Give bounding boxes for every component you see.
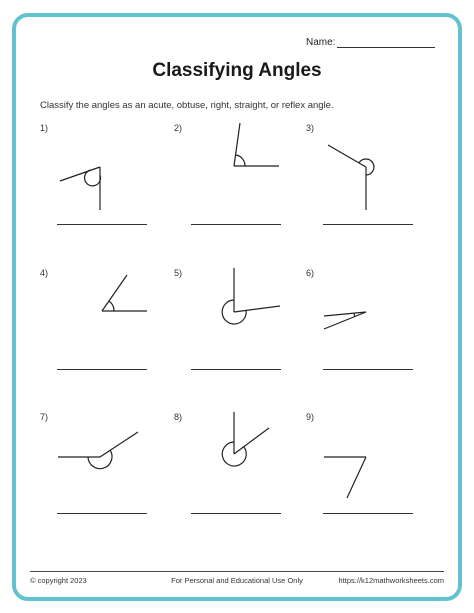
problem-number: 4)	[40, 268, 49, 278]
acute-angle-diagram	[40, 268, 150, 378]
problem-number: 3)	[306, 123, 315, 133]
answer-line[interactable]	[57, 513, 147, 514]
reflex-angle-diagram	[40, 123, 150, 233]
problem-number: 1)	[40, 123, 49, 133]
name-field[interactable]	[306, 37, 435, 48]
answer-line[interactable]	[191, 224, 281, 225]
footer-website-link[interactable]: https://k12mathworksheets.com	[338, 576, 444, 585]
problem-number: 2)	[174, 123, 183, 133]
problem-number: 6)	[306, 268, 315, 278]
footer-usage: For Personal and Educational Use Only	[171, 576, 303, 585]
problem-8	[174, 412, 284, 522]
footer-divider	[30, 571, 444, 572]
answer-line[interactable]	[323, 369, 413, 370]
answer-line[interactable]	[323, 224, 413, 225]
answer-line[interactable]	[57, 369, 147, 370]
problem-number: 8)	[174, 412, 183, 422]
acute-angle-diagram	[306, 412, 416, 522]
acute-angle-diagram	[306, 268, 416, 378]
problem-1	[40, 123, 150, 233]
problem-9	[306, 412, 416, 522]
name-blank-line[interactable]	[337, 38, 435, 48]
reflex-angle-diagram	[40, 412, 150, 522]
problem-5	[174, 268, 284, 378]
acute-angle-diagram	[174, 123, 284, 233]
problem-3	[306, 123, 416, 233]
reflex-angle-diagram	[306, 123, 416, 233]
problem-number: 7)	[40, 412, 49, 422]
reflex-angle-diagram	[174, 412, 284, 522]
answer-line[interactable]	[191, 369, 281, 370]
problem-7	[40, 412, 150, 522]
name-label: Name:	[306, 37, 336, 48]
problem-number: 9)	[306, 412, 315, 422]
instructions-text: Classify the angles as an acute, obtuse, right, straight, or reflex angle.	[40, 100, 334, 111]
answer-line[interactable]	[323, 513, 413, 514]
problem-6	[306, 268, 416, 378]
page-title: Classifying Angles	[152, 60, 322, 81]
problem-4	[40, 268, 150, 378]
problem-number: 5)	[174, 268, 183, 278]
reflex-angle-diagram	[174, 268, 284, 378]
problem-2	[174, 123, 284, 233]
footer-copyright: © copyright 2023	[30, 576, 87, 585]
answer-line[interactable]	[191, 513, 281, 514]
answer-line[interactable]	[57, 224, 147, 225]
